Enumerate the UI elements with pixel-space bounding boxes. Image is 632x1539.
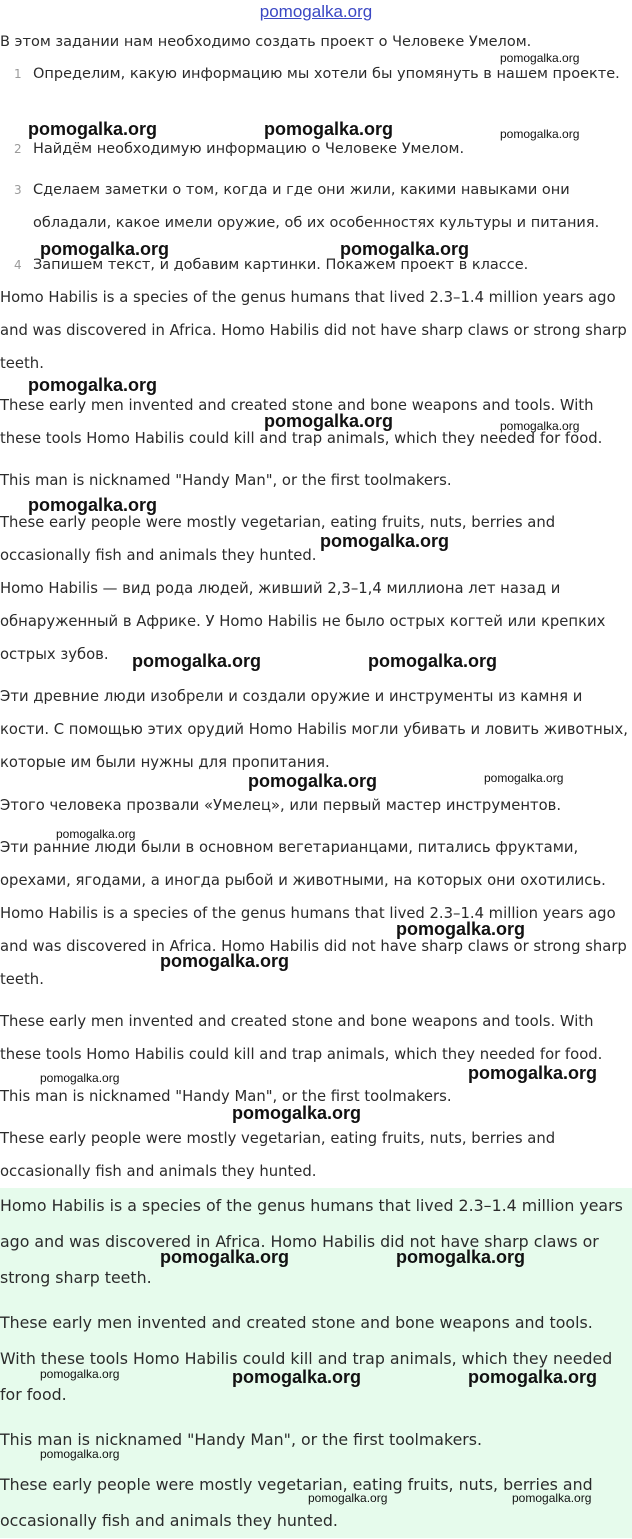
paragraph-russian: Этого человека прозвали «Умелец», или первый мастер инструментов. (0, 797, 562, 814)
watermark: pomogalka.org (340, 239, 470, 259)
step-number: 2 (14, 142, 22, 156)
watermark: pomogalka.org (28, 375, 158, 395)
paragraph-russian: Эти древние люди изобрели и создали оружие и инструменты из камня и кости. С помощью этих орудий Homo Habilis могли убивать и ловить животных, которые им были нужны для пропитания. (0, 688, 628, 771)
step-text: Сделаем заметки о том, когда и где они жили, какими навыками они обладали, какое имели оружие, об их особенностях культуры и питания. (33, 182, 600, 231)
intro-text: В этом задании нам необходимо создать проект о Человеке Умелом. (0, 34, 532, 50)
watermark: pomogalka.org (308, 1491, 388, 1505)
step-text: Найдём необходимую информацию о Человеке Умелом. (33, 141, 465, 157)
watermark: pomogalka.org (264, 119, 394, 139)
paragraph-english: Homo Habilis is a species of the genus humans that lived 2.3–1.4 million years ago and was discovered in Africa. Homo Habilis did not have sharp claws or strong sharp teeth. (0, 905, 627, 988)
paragraph-english: These early men invented and created stone and bone weapons and tools. With these tools Homo Habilis could kill and trap animals, which they needed for food. (0, 397, 603, 447)
watermark: pomogalka.org (40, 1447, 120, 1461)
site-title[interactable]: pomogalka.org (259, 2, 373, 21)
watermark: pomogalka.org (500, 127, 580, 141)
step-number: 1 (14, 67, 22, 81)
paragraph-highlight: These early people were mostly vegetarian, eating fruits, nuts, berries and occasionally fish and animals they hunted. (0, 1475, 593, 1530)
paragraph-russian: Эти ранние люди были в основном вегетарианцами, питались фруктами, орехами, ягодами, а иногда рыбой и животными, на которых они охотились. (0, 839, 606, 889)
watermark: pomogalka.org (396, 1247, 526, 1267)
watermark: pomogalka.org (232, 1103, 362, 1123)
watermark: pomogalka.org (40, 1367, 120, 1381)
watermark: pomogalka.org (160, 1247, 290, 1267)
watermark: pomogalka.org (232, 1367, 362, 1387)
watermark: pomogalka.org (28, 495, 158, 515)
watermark: pomogalka.org (40, 239, 170, 259)
paragraph-highlight: These early men invented and created stone and bone weapons and tools. With these tools Homo Habilis could kill and trap animals, which they needed for food. (0, 1313, 613, 1404)
watermark: pomogalka.org (56, 827, 136, 841)
paragraph-english: These early people were mostly vegetarian, eating fruits, nuts, berries and occasionally fish and animals they hunted. (0, 1130, 556, 1180)
watermark: pomogalka.org (160, 951, 290, 971)
watermark: pomogalka.org (396, 919, 526, 939)
watermark: pomogalka.org (468, 1367, 598, 1387)
paragraph-english: This man is nicknamed "Handy Man", or the first toolmakers. (0, 1088, 452, 1105)
watermark: pomogalka.org (500, 419, 580, 433)
paragraph-english: This man is nicknamed "Handy Man", or the first toolmakers. (0, 472, 452, 489)
paragraph-english: These early men invented and created stone and bone weapons and tools. With these tools Homo Habilis could kill and trap animals, which they needed for food. (0, 1013, 603, 1063)
paragraph-russian: Homo Habilis — вид рода людей, живший 2,3–1,4 миллиона лет назад и обнаруженный в Африке. У Homo Habilis не было острых когтей или крепких острых зубов. (0, 580, 606, 663)
watermark: pomogalka.org (28, 119, 158, 139)
watermark: pomogalka.org (484, 771, 564, 785)
watermark: pomogalka.org (468, 1063, 598, 1083)
watermark: pomogalka.org (512, 1491, 592, 1505)
paragraph-highlight: Homo Habilis is a species of the genus humans that lived 2.3–1.4 million years ago and was discovered in Africa. Homo Habilis did not have sharp claws or strong sharp teeth. (0, 1196, 623, 1287)
step-text: Запишем текст, и добавим картинки. Покажем проект в классе. (33, 257, 529, 273)
step-number: 4 (14, 258, 22, 272)
watermark: pomogalka.org (500, 51, 580, 65)
watermark: pomogalka.org (40, 1071, 120, 1085)
step-text: Определим, какую информацию мы хотели бы упомянуть в нашем проекте. (33, 66, 620, 82)
watermark: pomogalka.org (264, 411, 394, 431)
watermark: pomogalka.org (320, 531, 450, 551)
watermark: pomogalka.org (132, 651, 262, 671)
watermark: pomogalka.org (248, 771, 378, 791)
step-number: 3 (14, 183, 22, 197)
watermark: pomogalka.org (368, 651, 498, 671)
paragraph-english: These early people were mostly vegetarian, eating fruits, nuts, berries and occasionally fish and animals they hunted. (0, 514, 556, 564)
paragraph-highlight: This man is nicknamed "Handy Man", or the first toolmakers. (0, 1430, 483, 1449)
paragraph-english: Homo Habilis is a species of the genus humans that lived 2.3–1.4 million years ago and was discovered in Africa. Homo Habilis did not have sharp claws or strong sharp teeth. (0, 289, 627, 372)
